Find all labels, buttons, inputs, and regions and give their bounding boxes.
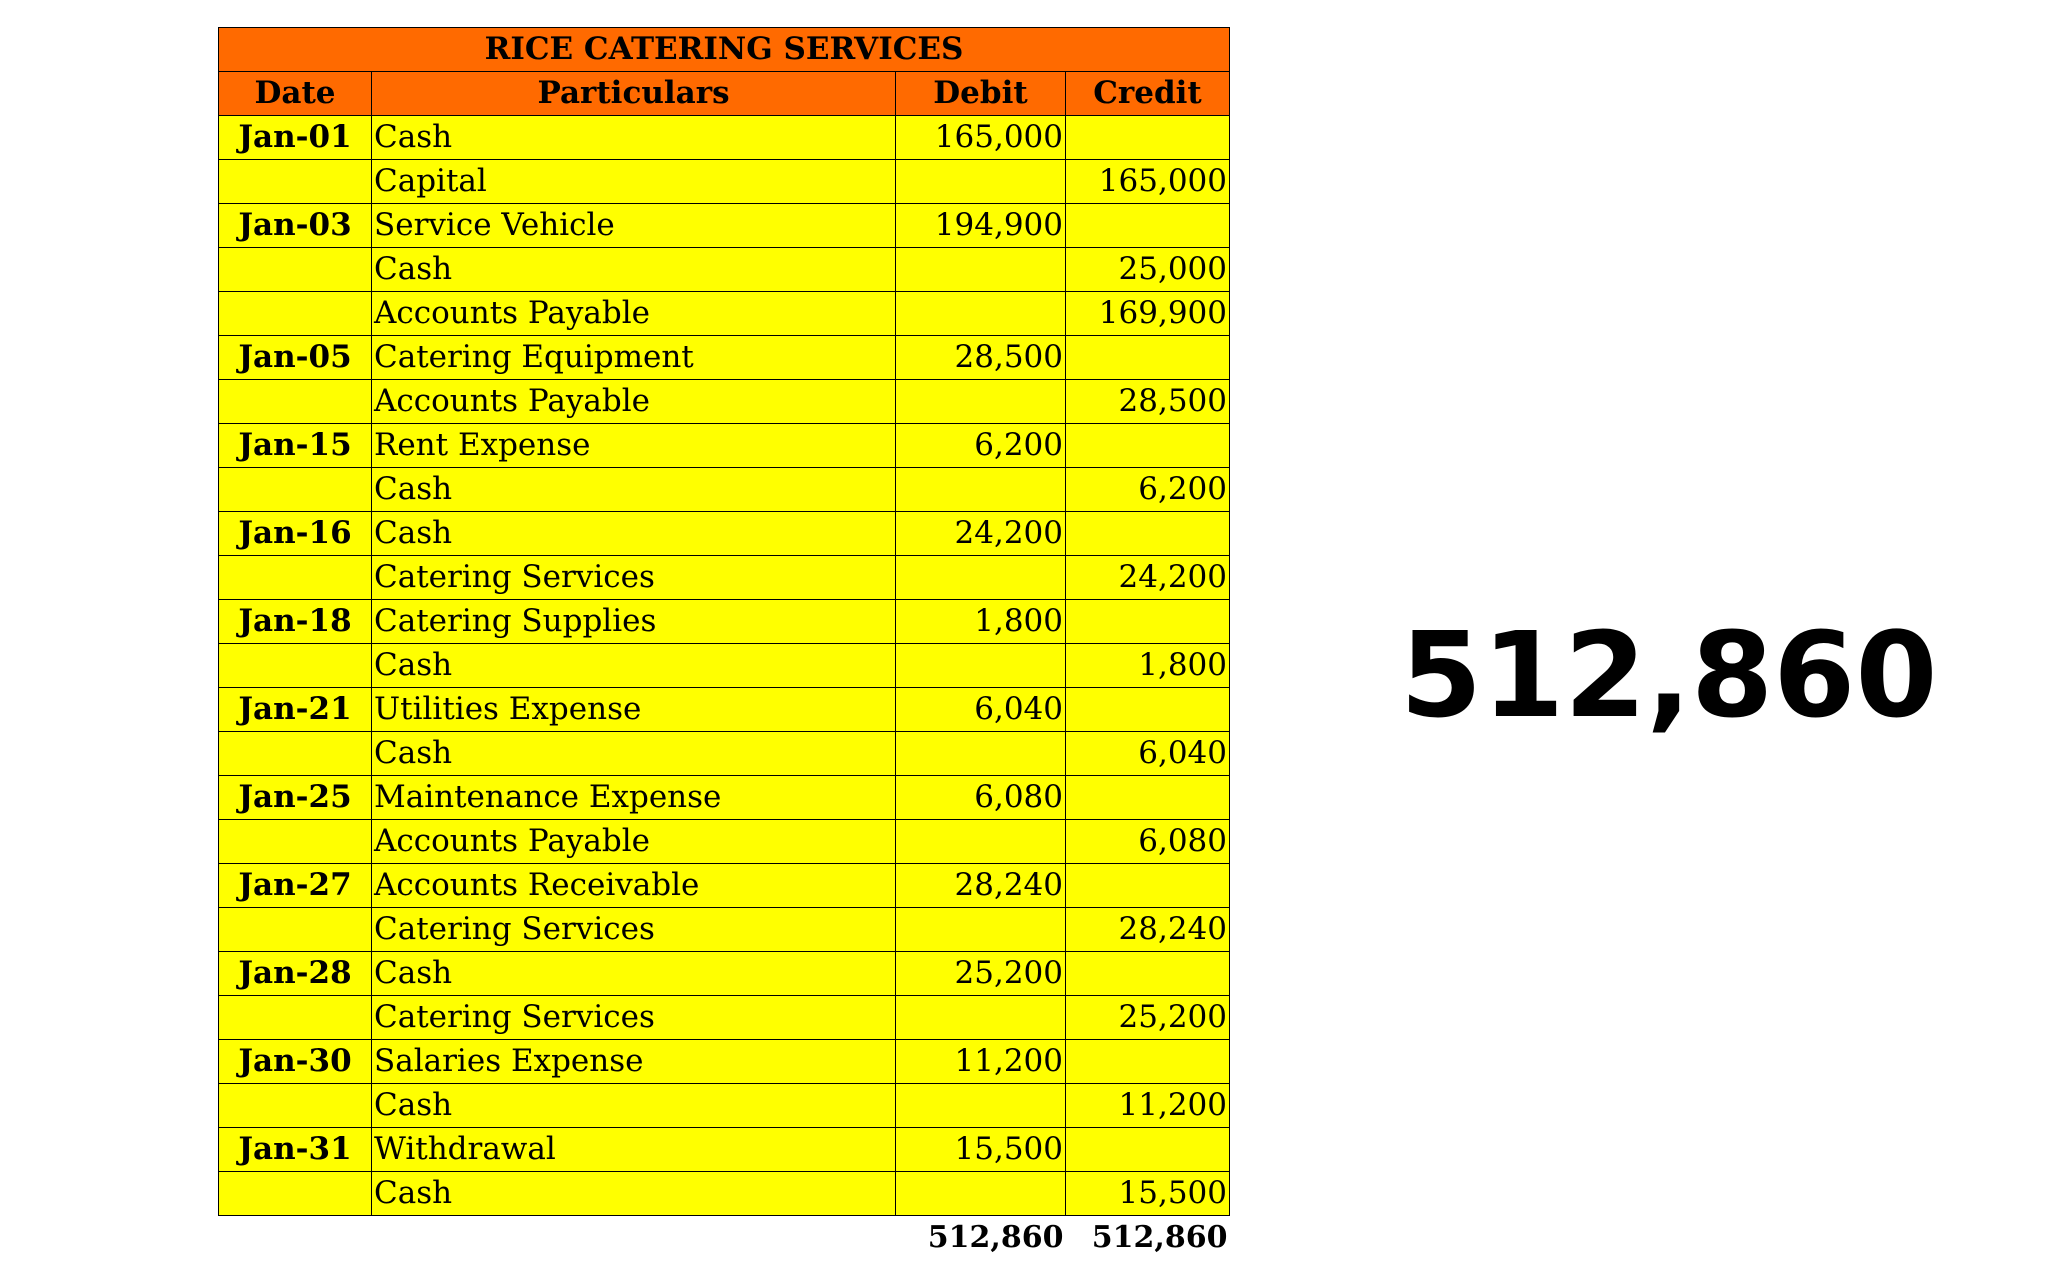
entry-account: Accounts Receivable <box>372 864 896 908</box>
entry-date: Jan-21 <box>219 688 372 732</box>
entry-credit <box>1066 688 1230 732</box>
entry-debit: 11,200 <box>896 1040 1066 1084</box>
debit-header: Debit <box>896 72 1066 116</box>
entry-credit: 169,900 <box>1066 292 1230 336</box>
entry-debit: 28,240 <box>896 864 1066 908</box>
entry-account: Cash <box>372 248 896 292</box>
entry-credit: 165,000 <box>1066 160 1230 204</box>
entry-credit: 6,200 <box>1066 468 1230 512</box>
entry-credit <box>1066 512 1230 556</box>
date-header: Date <box>219 72 372 116</box>
entry-account: Catering Services <box>372 556 896 600</box>
entry-account: Utilities Expense <box>372 688 896 732</box>
entry-date: Jan-31 <box>219 1128 372 1172</box>
journal-row <box>219 732 1230 776</box>
credit-total: 512,860 <box>1091 1220 1228 1255</box>
entry-debit <box>896 160 1066 204</box>
entry-debit: 25,200 <box>896 952 1066 996</box>
entry-date <box>219 160 372 204</box>
journal-row <box>219 248 1230 292</box>
entry-account: Catering Services <box>372 908 896 952</box>
entry-account: Capital <box>372 160 896 204</box>
entry-credit <box>1066 864 1230 908</box>
entry-debit <box>896 1084 1066 1128</box>
entry-date <box>219 292 372 336</box>
debit-total: 512,860 <box>927 1220 1064 1255</box>
title-row <box>219 28 1230 72</box>
entry-debit <box>896 820 1066 864</box>
grand-total-display: 512,860 <box>1400 606 1938 744</box>
entry-credit <box>1066 424 1230 468</box>
journal-row <box>219 688 1230 732</box>
journal-row <box>219 1040 1230 1084</box>
entry-credit: 25,200 <box>1066 996 1230 1040</box>
entry-debit <box>896 908 1066 952</box>
entry-debit <box>896 292 1066 336</box>
entry-account: Catering Services <box>372 996 896 1040</box>
entry-date <box>219 1172 372 1216</box>
totals-spacer <box>219 1216 372 1260</box>
journal-table <box>218 27 1230 1259</box>
journal-row <box>219 336 1230 380</box>
entry-debit: 15,500 <box>896 1128 1066 1172</box>
entry-account: Rent Expense <box>372 424 896 468</box>
entry-debit <box>896 1172 1066 1216</box>
entry-date: Jan-16 <box>219 512 372 556</box>
entry-account: Accounts Payable <box>372 380 896 424</box>
entry-debit: 6,080 <box>896 776 1066 820</box>
entry-date: Jan-18 <box>219 600 372 644</box>
journal-row <box>219 292 1230 336</box>
journal-row <box>219 1128 1230 1172</box>
journal-row <box>219 908 1230 952</box>
entry-credit: 6,080 <box>1066 820 1230 864</box>
entry-debit: 165,000 <box>896 116 1066 160</box>
journal-row <box>219 1084 1230 1128</box>
entry-account: Salaries Expense <box>372 1040 896 1084</box>
entry-date: Jan-01 <box>219 116 372 160</box>
entry-debit <box>896 468 1066 512</box>
entry-account: Maintenance Expense <box>372 776 896 820</box>
entry-debit <box>896 556 1066 600</box>
entry-debit <box>896 380 1066 424</box>
journal-row <box>219 600 1230 644</box>
entry-date: Jan-28 <box>219 952 372 996</box>
entry-credit: 11,200 <box>1066 1084 1230 1128</box>
entry-credit: 6,040 <box>1066 732 1230 776</box>
entry-date: Jan-03 <box>219 204 372 248</box>
entry-date <box>219 248 372 292</box>
entry-account: Cash <box>372 468 896 512</box>
journal-row <box>219 380 1230 424</box>
entry-date <box>219 644 372 688</box>
entry-account: Catering Supplies <box>372 600 896 644</box>
entry-credit <box>1066 952 1230 996</box>
entry-credit <box>1066 1040 1230 1084</box>
entry-date <box>219 732 372 776</box>
entry-date: Jan-25 <box>219 776 372 820</box>
journal-row <box>219 160 1230 204</box>
journal-row <box>219 204 1230 248</box>
entry-debit: 194,900 <box>896 204 1066 248</box>
header-row <box>219 72 1230 116</box>
journal-row <box>219 468 1230 512</box>
journal-row <box>219 1172 1230 1216</box>
entry-debit <box>896 248 1066 292</box>
entry-date <box>219 908 372 952</box>
entry-debit: 28,500 <box>896 336 1066 380</box>
entry-account: Accounts Payable <box>372 292 896 336</box>
entry-date <box>219 556 372 600</box>
journal-row <box>219 556 1230 600</box>
journal-title: RICE CATERING SERVICES <box>219 28 1230 72</box>
entry-account: Cash <box>372 116 896 160</box>
entry-account: Cash <box>372 1084 896 1128</box>
entry-date <box>219 468 372 512</box>
entry-credit <box>1066 1128 1230 1172</box>
credit-header: Credit <box>1066 72 1230 116</box>
entry-credit <box>1066 776 1230 820</box>
journal-row <box>219 776 1230 820</box>
entry-credit <box>1066 204 1230 248</box>
journal-row <box>219 864 1230 908</box>
entry-account: Cash <box>372 1172 896 1216</box>
entry-date <box>219 380 372 424</box>
entry-debit: 24,200 <box>896 512 1066 556</box>
totals-row <box>219 1216 1230 1260</box>
journal-row <box>219 116 1230 160</box>
entry-account: Cash <box>372 732 896 776</box>
entry-account: Cash <box>372 644 896 688</box>
entry-account: Accounts Payable <box>372 820 896 864</box>
journal-row <box>219 644 1230 688</box>
journal-row <box>219 952 1230 996</box>
entry-debit <box>896 644 1066 688</box>
entry-debit: 6,040 <box>896 688 1066 732</box>
journal-row <box>219 996 1230 1040</box>
totals-spacer <box>372 1216 896 1260</box>
entry-debit: 6,200 <box>896 424 1066 468</box>
entry-date: Jan-27 <box>219 864 372 908</box>
journal-row <box>219 820 1230 864</box>
journal-row <box>219 424 1230 468</box>
entry-account: Cash <box>372 952 896 996</box>
entry-credit <box>1066 336 1230 380</box>
journal-row <box>219 512 1230 556</box>
entry-credit: 24,200 <box>1066 556 1230 600</box>
entry-date: Jan-30 <box>219 1040 372 1084</box>
entry-date <box>219 820 372 864</box>
entry-date: Jan-15 <box>219 424 372 468</box>
entry-date: Jan-05 <box>219 336 372 380</box>
entry-date <box>219 1084 372 1128</box>
entry-credit: 28,240 <box>1066 908 1230 952</box>
journal-entries <box>219 116 1230 1216</box>
entry-debit <box>896 996 1066 1040</box>
entry-credit: 25,000 <box>1066 248 1230 292</box>
entry-credit <box>1066 600 1230 644</box>
entry-credit <box>1066 116 1230 160</box>
entry-date <box>219 996 372 1040</box>
entry-credit: 28,500 <box>1066 380 1230 424</box>
entry-account: Withdrawal <box>372 1128 896 1172</box>
entry-account: Service Vehicle <box>372 204 896 248</box>
entry-debit: 1,800 <box>896 600 1066 644</box>
entry-credit: 1,800 <box>1066 644 1230 688</box>
entry-debit <box>896 732 1066 776</box>
entry-account: Catering Equipment <box>372 336 896 380</box>
entry-account: Cash <box>372 512 896 556</box>
entry-credit: 15,500 <box>1066 1172 1230 1216</box>
particulars-header: Particulars <box>372 72 896 116</box>
